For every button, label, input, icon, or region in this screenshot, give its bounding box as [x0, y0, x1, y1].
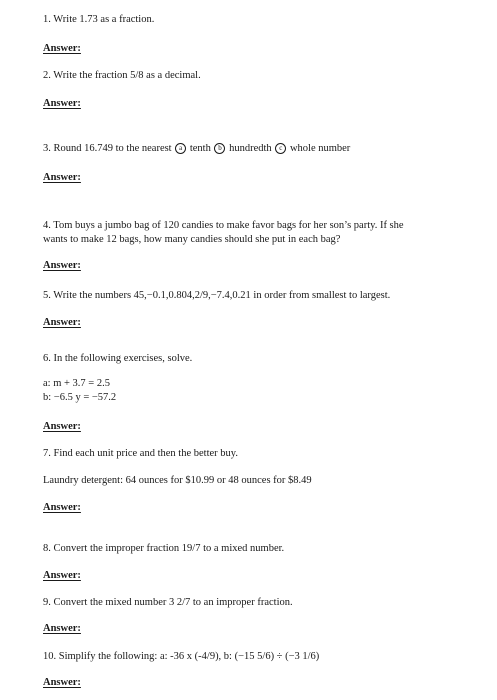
question-3	[43, 142, 350, 155]
option-b-text: hundredth	[229, 143, 272, 154]
question-9: 9. Convert the mixed number 3 2/7 to an improper fraction.	[43, 597, 293, 608]
option-a-marker: a	[175, 143, 186, 154]
question-4-line-2: wants to make 12 bags, how many candies should she put in each bag?	[43, 234, 341, 245]
question-6: 6. In the following exercises, solve.	[43, 353, 193, 364]
answer-label-3: Answer:	[43, 172, 81, 183]
question-3-prefix: 3. Round 16.749 to the nearest	[43, 143, 172, 154]
answer-label-9: Answer:	[43, 623, 81, 634]
question-2: 2. Write the fraction 5/8 as a decimal.	[43, 70, 201, 81]
question-6-part-a: a: m + 3.7 = 2.5	[43, 378, 110, 389]
option-c-marker: c	[275, 143, 286, 154]
option-c-text: whole number	[289, 143, 351, 154]
option-a-text: tenth	[189, 143, 211, 154]
question-10: 10. Simplify the following: a: -36 x (-4/9), b: (−15 5/6) ÷ (−3 1/6)	[43, 651, 320, 662]
question-4-line-1: 4. Tom buys a jumbo bag of 120 candies to make favor bags for her son’s party. If she	[43, 220, 404, 231]
option-b-marker: b	[214, 143, 225, 154]
answer-label-4: Answer:	[43, 260, 81, 271]
question-5: 5. Write the numbers 45,−0.1,0.804,2/9,−7.4,0.21 in order from smallest to largest.	[43, 290, 391, 301]
question-7-detail: Laundry detergent: 64 ounces for $10.99 or 48 ounces for $8.49	[43, 475, 312, 486]
answer-label-7: Answer:	[43, 502, 81, 513]
answer-label-2: Answer:	[43, 98, 81, 109]
answer-label-5: Answer:	[43, 317, 81, 328]
answer-label-1: Answer:	[43, 43, 81, 54]
question-1: 1. Write 1.73 as a fraction.	[43, 14, 155, 25]
question-8: 8. Convert the improper fraction 19/7 to a mixed number.	[43, 543, 285, 554]
answer-label-6: Answer:	[43, 421, 81, 432]
answer-label-8: Answer:	[43, 570, 81, 581]
question-6-part-b: b: −6.5 y = −57.2	[43, 392, 117, 403]
answer-label-10: Answer:	[43, 677, 81, 688]
question-7: 7. Find each unit price and then the better buy.	[43, 448, 238, 459]
